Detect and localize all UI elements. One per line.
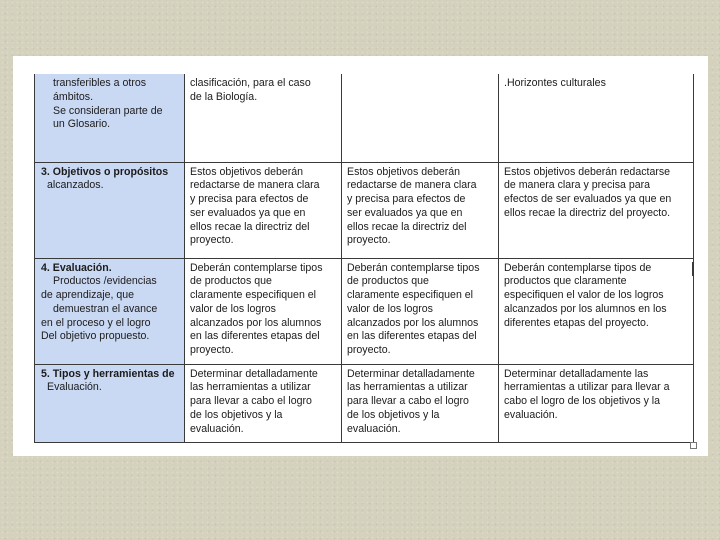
table-edge-mark bbox=[692, 262, 693, 276]
table-cell bbox=[185, 162, 342, 258]
row-header-line: 4. Evaluación. bbox=[41, 261, 112, 274]
cell-text: Determinar detalladamente las herramientas a utilizar para llevar a cabo el logro de los objetivos y la evaluación. bbox=[504, 367, 670, 421]
row-header-line: ámbitos. bbox=[53, 90, 94, 103]
row-header-line: 5. Tipos y herramientas de bbox=[41, 367, 175, 380]
table-cell bbox=[342, 258, 499, 364]
table-row bbox=[35, 258, 694, 364]
row-header-line: demuestran el avance bbox=[53, 302, 158, 315]
table-cell bbox=[499, 364, 694, 442]
row-header-cell bbox=[35, 364, 185, 442]
document-table bbox=[34, 74, 694, 443]
table-row bbox=[35, 74, 694, 162]
table-cell bbox=[499, 162, 694, 258]
row-header-line: 3. Objetivos o propósitos bbox=[41, 165, 169, 178]
cell-text: Determinar detalladamente las herramientas a utilizar para llevar a cabo el logro de los objetivos y la evaluación. bbox=[190, 367, 318, 435]
cell-text: .Horizontes culturales bbox=[504, 77, 606, 89]
row-header-line: alcanzados. bbox=[47, 179, 104, 192]
cell-text: Estos objetivos deberán redactarse de manera clara y precisa para efectos de ser evaluados ya que en ellos recae la directriz del proyecto. bbox=[190, 165, 320, 247]
cell-text: Estos objetivos deberán redactarse de manera clara y precisa para efectos de ser evaluados ya que en ellos recae la directriz del proyecto. bbox=[347, 165, 477, 247]
row-header-line: transferibles a otros bbox=[53, 77, 147, 89]
table-cell bbox=[342, 162, 499, 258]
row-header-cell bbox=[35, 162, 185, 258]
cell-text: Estos objetivos deberán redactarse de manera clara y precisa para efectos de ser evaluados ya que en ellos recae la directriz del proyecto. bbox=[504, 165, 672, 219]
table-cell bbox=[342, 74, 499, 162]
table-row bbox=[35, 162, 694, 258]
row-header-line: un Glosario. bbox=[53, 118, 111, 131]
table-cell bbox=[185, 74, 342, 162]
table-cell bbox=[499, 74, 694, 162]
cell-text: clasificación, para el caso de la Biología. bbox=[190, 77, 311, 103]
table-resize-handle[interactable] bbox=[690, 442, 697, 449]
table-cell bbox=[499, 258, 694, 364]
row-header-cell bbox=[35, 258, 185, 364]
row-header-line: en el proceso y el logro bbox=[41, 316, 151, 329]
row-header-line: Evaluación. bbox=[47, 381, 102, 394]
table-cell bbox=[185, 258, 342, 364]
row-header-line: Del objetivo propuesto. bbox=[41, 330, 150, 343]
table-cell bbox=[185, 364, 342, 442]
cell-text: Deberán contemplarse tipos de productos que claramente especifiquen el valor de los logros alcanzados por los alumnos en las diferentes etapas del proyecto. bbox=[190, 261, 323, 357]
row-header-cell bbox=[35, 74, 185, 162]
table-row bbox=[35, 364, 694, 442]
table-cell bbox=[342, 364, 499, 442]
cell-text: Determinar detalladamente las herramientas a utilizar para llevar a cabo el logro de los objetivos y la evaluación. bbox=[347, 367, 475, 435]
row-header-line: Se consideran parte de bbox=[53, 104, 163, 117]
cell-text: Deberán contemplarse tipos de productos que claramente especifiquen el valor de los logros alcanzados por los alumnos en las diferentes etapas del proyecto. bbox=[347, 261, 480, 357]
row-header-line: de aprendizaje, que bbox=[41, 289, 135, 302]
cell-text: Deberán contemplarse tipos de productos que claramente especifiquen el valor de los logros alcanzados por los alumnos en los diferentes etapas del proyecto. bbox=[504, 261, 667, 329]
row-header-line: Productos /evidencias bbox=[53, 275, 157, 288]
